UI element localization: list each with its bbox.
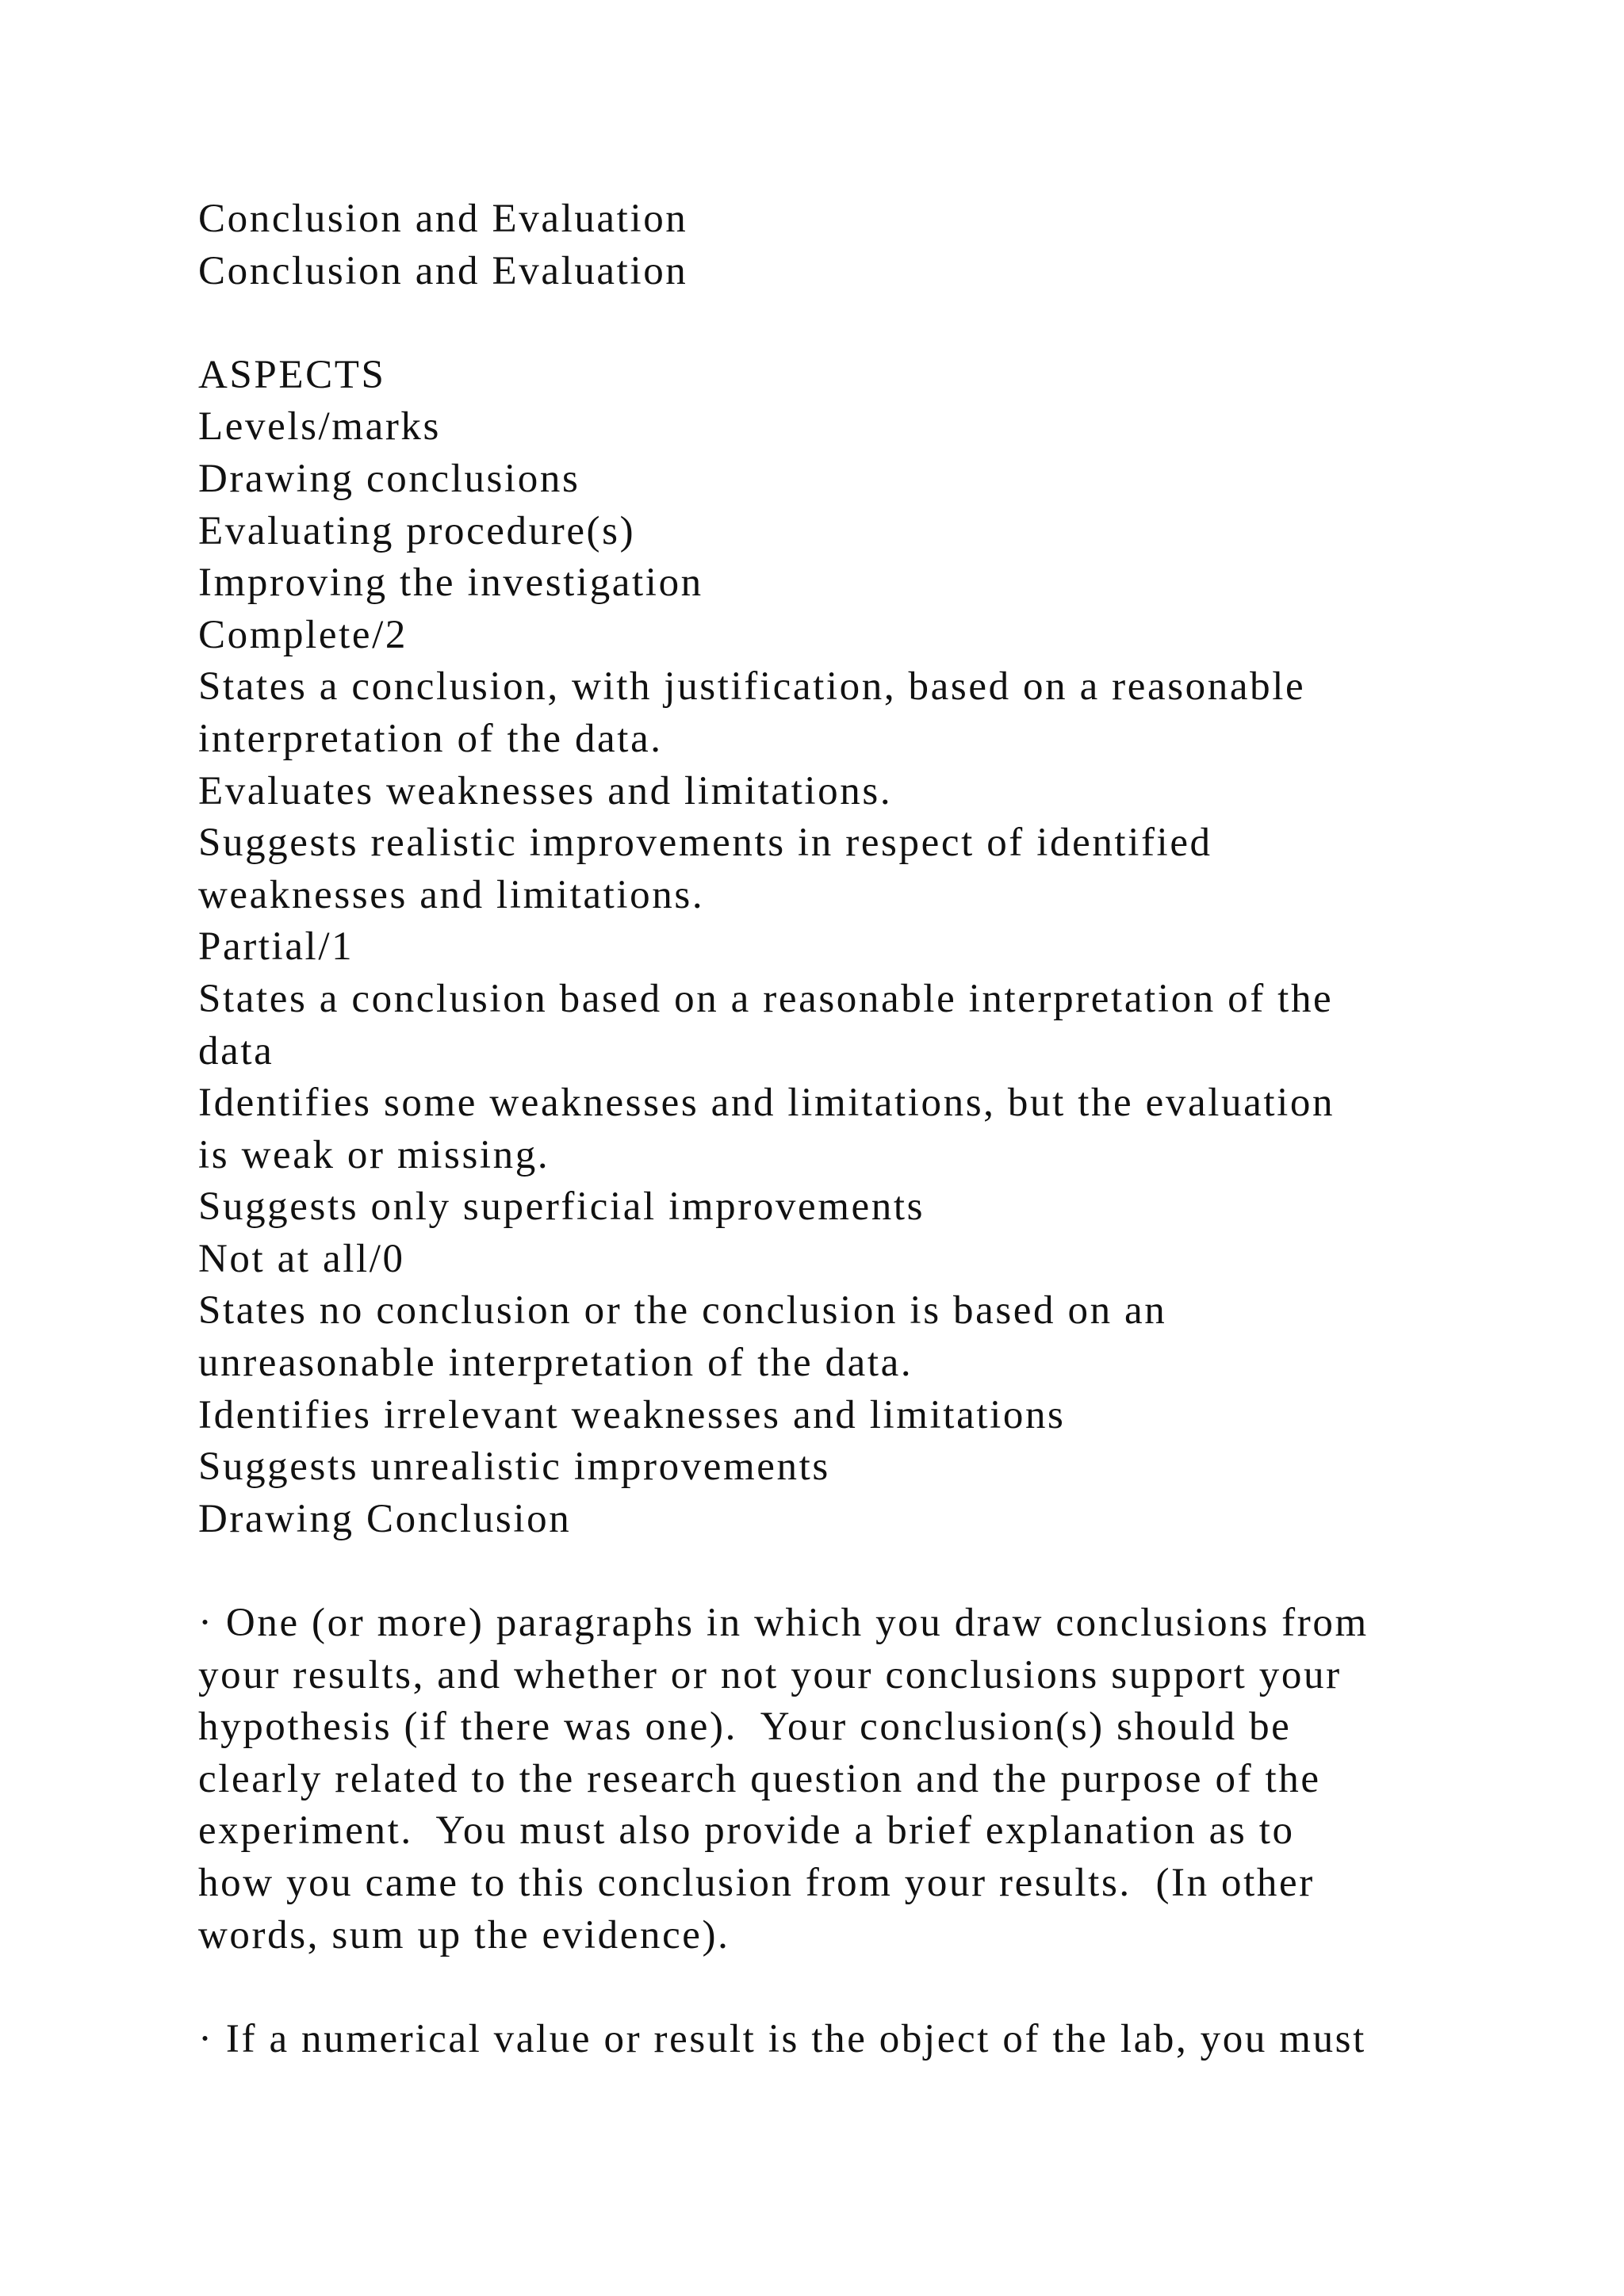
rubric-text-line: States a conclusion, with justification, based on a reasonable xyxy=(198,664,1306,710)
document-subtitle: Conclusion and Evaluation xyxy=(198,248,688,293)
rubric-header-aspects: ASPECTS xyxy=(198,352,386,397)
document-body xyxy=(198,193,1546,2065)
blank-line xyxy=(198,1961,1546,2014)
rubric-level-not-at-all: Not at all/0 xyxy=(198,1236,405,1281)
paragraph-line: · If a numerical value or result is the object of the lab, you must xyxy=(198,2016,1366,2061)
rubric-level-complete: Complete/2 xyxy=(198,612,408,657)
rubric-header-improving: Improving the investigation xyxy=(198,561,703,606)
section-heading-drawing-conclusion: Drawing Conclusion xyxy=(198,1496,572,1541)
rubric-text-line: weaknesses and limitations. xyxy=(198,872,705,917)
rubric-text-line: data xyxy=(198,1028,274,1073)
rubric-text-line: is weak or missing. xyxy=(198,1132,550,1177)
paragraph-line: clearly related to the research question and the purpose of the xyxy=(198,1756,1321,1801)
paragraph-line: how you came to this conclusion from your results. (In other xyxy=(198,1861,1315,1905)
rubric-level-partial: Partial/1 xyxy=(198,924,354,970)
rubric-header-drawing-conclusions: Drawing conclusions xyxy=(198,456,580,501)
rubric-text-line: Identifies irrelevant weaknesses and limitations xyxy=(198,1392,1066,1437)
rubric-text-line: Evaluates weaknesses and limitations. xyxy=(198,768,893,813)
rubric-text-line: Suggests only superficial improvements xyxy=(198,1184,925,1230)
rubric-text-line: Suggests unrealistic improvements xyxy=(198,1445,830,1490)
paragraph-line: · One (or more) paragraphs in which you draw conclusions from xyxy=(198,1601,1369,1646)
blank-line xyxy=(198,297,1546,350)
paragraph-line: experiment. You must also provide a brief explanation as to xyxy=(198,1808,1295,1854)
blank-line xyxy=(198,1545,1546,1598)
rubric-text-line: unreasonable interpretation of the data. xyxy=(198,1341,914,1386)
document-title: Conclusion and Evaluation xyxy=(198,197,688,241)
rubric-text-line: interpretation of the data. xyxy=(198,716,663,761)
paragraph-line: words, sum up the evidence). xyxy=(198,1912,730,1957)
rubric-header-levels: Levels/marks xyxy=(198,404,441,450)
rubric-text-line: States no conclusion or the conclusion is based on an xyxy=(198,1288,1167,1334)
paragraph-line: hypothesis (if there was one). Your conclusion(s) should be xyxy=(198,1705,1292,1750)
rubric-text-line: Identifies some weaknesses and limitations, but the evaluation xyxy=(198,1081,1335,1126)
rubric-header-evaluating-procedures: Evaluating procedure(s) xyxy=(198,508,636,553)
paragraph-line: your results, and whether or not your conclusions support your xyxy=(198,1652,1342,1697)
rubric-text-line: States a conclusion based on a reasonable interpretation of the xyxy=(198,976,1334,1021)
rubric-text-line: Suggests realistic improvements in respect of identified xyxy=(198,821,1212,866)
